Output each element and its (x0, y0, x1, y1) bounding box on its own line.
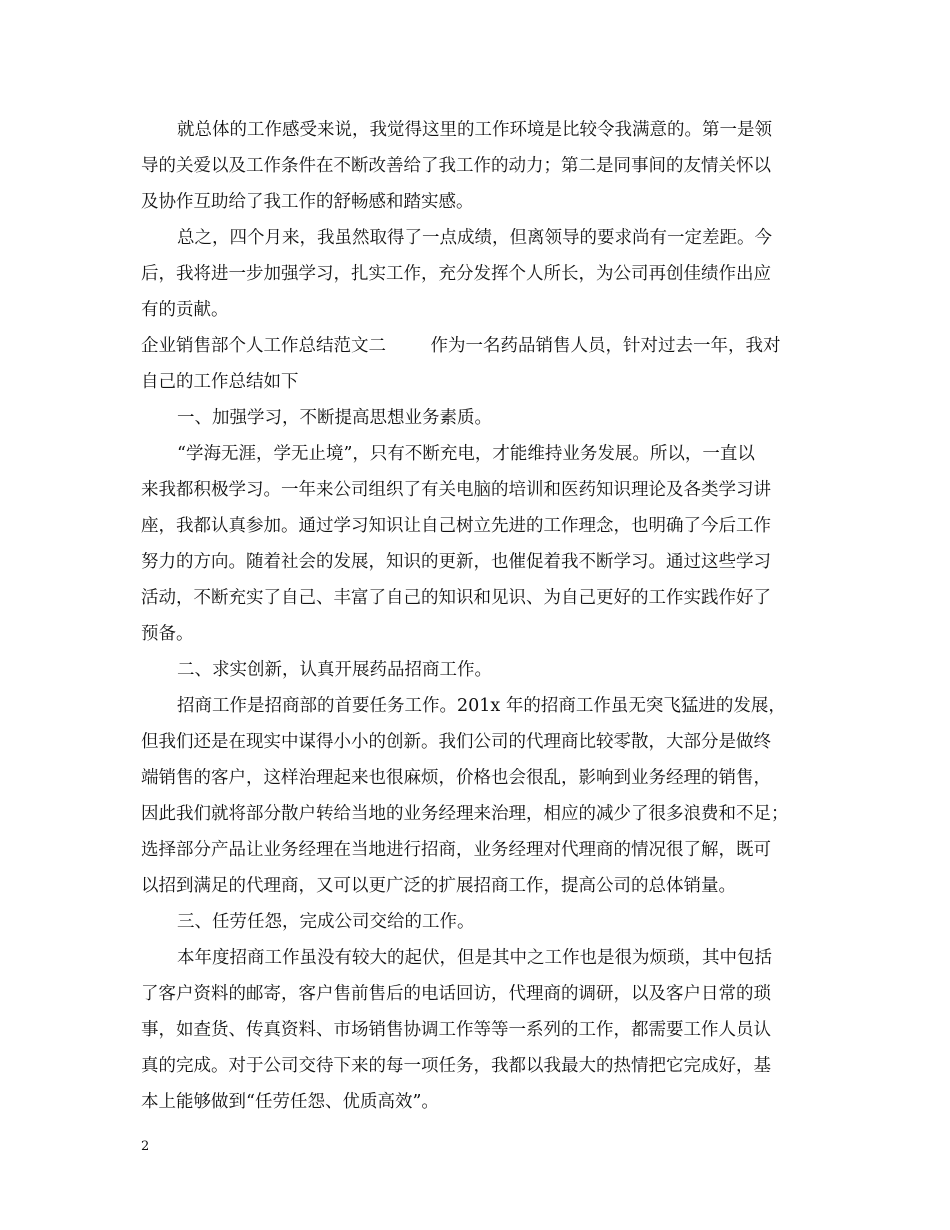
text-line: 来我都积极学习。一年来公司组织了有关电脑的培训和医药知识理论及各类学习讲 (141, 480, 771, 500)
text-line: 自己的工作总结如下 (141, 372, 299, 392)
list-heading: 三、任劳任怨，完成公司交给的工作。 (177, 912, 475, 932)
text-line: 因此我们就将部分散户转给当地的业务经理来治理，相应的减少了很多浪费和不足； (141, 804, 789, 824)
text-line: “学海无涯，学无止境”，只有不断充电，才能维持业务发展。所以，一直以 (177, 444, 755, 464)
text-line: 选择部分产品让业务经理在当地进行招商，业务经理对代理商的情况很了解，既可 (141, 840, 771, 860)
text-line: 本上能够做到“任劳任怨、优质高效”。 (141, 1092, 439, 1112)
text-line: 后，我将进一步加强学习，扎实工作，充分发挥个人所长，为公司再创佳绩作出应 (141, 264, 771, 284)
section-heading-line: 企业销售部个人工作总结范文二 作为一名药品销售人员，针对过去一年，我对 (141, 336, 781, 356)
text-line: 真的完成。对于公司交待下来的每一项任务，我都以我最大的热情把它完成好，基 (141, 1056, 771, 1076)
text-line: 本年度招商工作虽没有较大的起伏，但是其中之工作也是很为烦琐，其中包括 (177, 948, 772, 968)
list-heading: 二、求实创新，认真开展药品招商工作。 (177, 660, 492, 680)
list-heading: 一、加强学习，不断提高思想业务素质。 (177, 408, 492, 428)
text-line: 总之，四个月来，我虽然取得了一点成绩，但离领导的要求尚有一定差距。今 (177, 228, 772, 248)
text-line: 以招到满足的代理商，又可以更广泛的扩展招商工作，提高公司的总体销量。 (141, 876, 736, 896)
text-line: 导的关爱以及工作条件在不断改善给了我工作的动力；第二是同事间的友情关怀以 (141, 156, 771, 176)
text-line: 活动，不断充实了自己、丰富了自己的知识和见识、为自己更好的工作实践作好了 (141, 588, 771, 608)
text-line: 就总体的工作感受来说，我觉得这里的工作环境是比较令我满意的。第一是领 (177, 120, 772, 140)
page-number: 2 (141, 1139, 150, 1154)
text-line: 预备。 (141, 624, 194, 644)
text-line: 努力的方向。随着社会的发展，知识的更新，也催促着我不断学习。通过这些学习 (141, 552, 771, 572)
text-line: 有的贡献。 (141, 300, 229, 320)
text-line: 招商工作是招商部的首要任务工作。201x 年的招商工作虽无突飞猛进的发展， (177, 696, 786, 716)
text-line: 了客户资料的邮寄，客户售前售后的电话回访，代理商的调研，以及客户日常的琐 (141, 984, 771, 1004)
text-line: 但我们还是在现实中谋得小小的创新。我们公司的代理商比较零散，大部分是做终 (141, 732, 771, 752)
text-line: 事，如查货、传真资料、市场销售协调工作等等一系列的工作，都需要工作人员认 (141, 1020, 771, 1040)
text-line: 座，我都认真参加。通过学习知识让自己树立先进的工作理念，也明确了今后工作 (141, 516, 771, 536)
text-line: 及协作互助给了我工作的舒畅感和踏实感。 (141, 192, 474, 212)
text-line: 端销售的客户，这样治理起来也很麻烦，价格也会很乱，影响到业务经理的销售， (141, 768, 771, 788)
